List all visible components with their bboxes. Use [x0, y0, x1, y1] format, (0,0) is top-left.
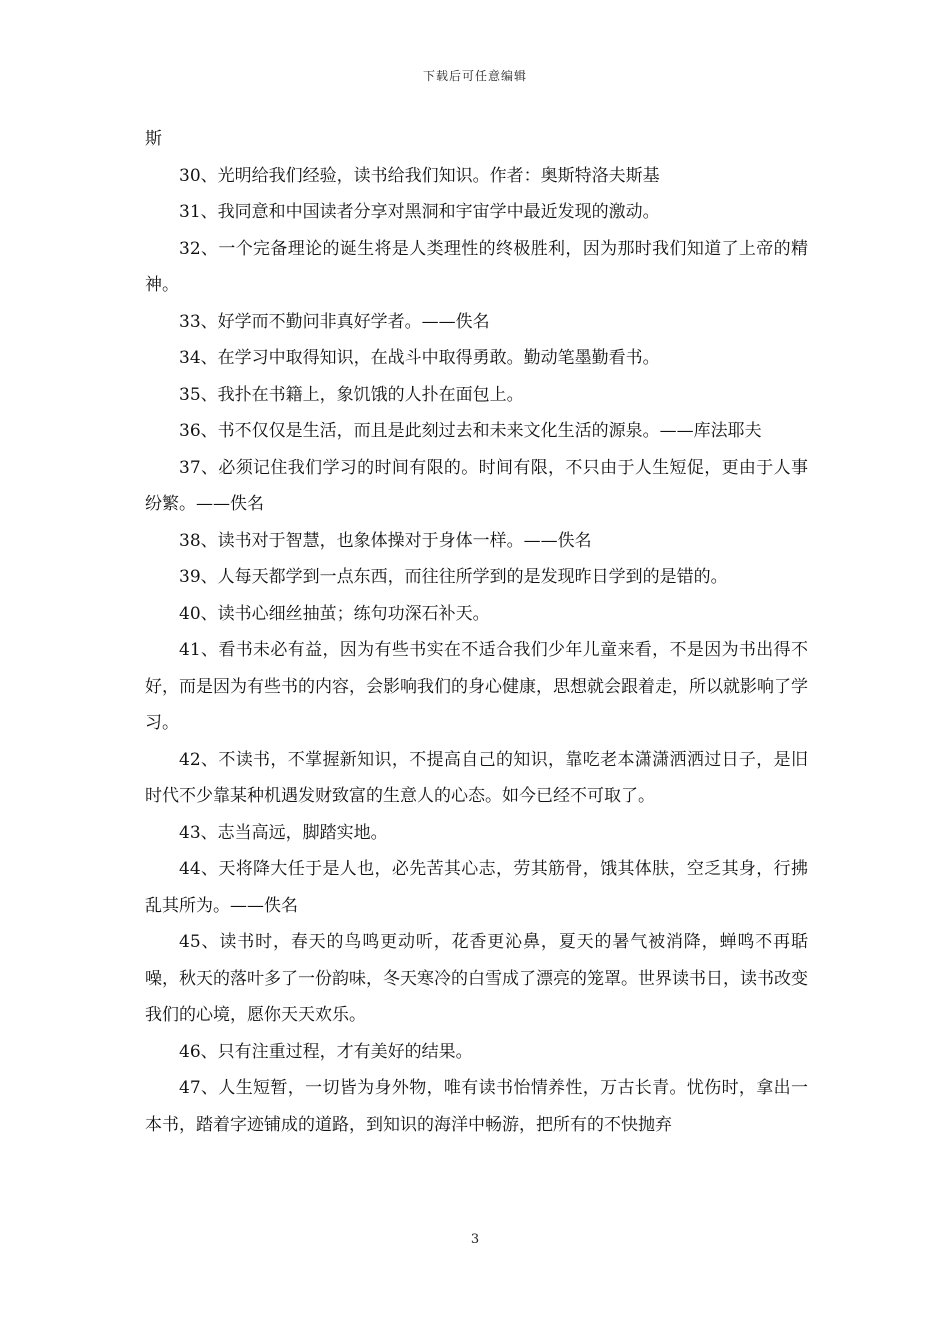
paragraph: 45、读书时，春天的鸟鸣更动听，花香更沁鼻，夏天的暑气被消降，蝉鸣不再聒噪，秋天的落叶多了一份韵味，冬天寒冷的白雪成了漂亮的笼罩。世界读书日，读书改变我们的心境，愿你天天欢乐。: [145, 932, 808, 1025]
page-header: 下载后可任意编辑: [422, 69, 527, 83]
paragraph: 47、人生短暂，一切皆为身外物，唯有读书怡情养性，万古长青。忧伤时，拿出一本书，踏着字迹铺成的道路，到知识的海洋中畅游，把所有的不快抛弃: [145, 1078, 808, 1135]
paragraph: 38、读书对于智慧，也象体操对于身体一样。——佚名: [179, 530, 592, 551]
paragraph: 斯: [145, 129, 162, 149]
paragraph: 30、光明给我们经验，读书给我们知识。作者：奥斯特洛夫斯基: [179, 165, 660, 186]
paragraph: 46、只有注重过程，才有美好的结果。: [179, 1041, 473, 1062]
page-number: 3: [470, 1232, 480, 1247]
paragraph: 35、我扑在书籍上，象饥饿的人扑在面包上。: [179, 384, 524, 405]
paragraph: 39、人每天都学到一点东西，而往往所学到的是发现昨日学到的是错的。: [179, 567, 728, 587]
paragraph: 33、好学而不勤问非真好学者。——佚名: [179, 311, 490, 332]
paragraph: 41、看书未必有益，因为有些书实在不适合我们少年儿童来看，不是因为书出得不好，而是因为有些书的内容，会影响我们的身心健康，思想就会跟着走，所以就影响了学习。: [145, 640, 808, 733]
paragraph: 37、必须记住我们学习的时间有限的。时间有限，不只由于人生短促，更由于人事纷繁。——佚名: [145, 457, 808, 514]
paragraph: 31、我同意和中国读者分享对黑洞和宇宙学中最近发现的激动。: [179, 202, 660, 222]
paragraph: 44、天将降大任于是人也，必先苦其心志，劳其筋骨，饿其体肤，空乏其身，行拂乱其所为。——佚名: [145, 859, 808, 916]
document-body: [145, 121, 808, 1143]
paragraph: 40、读书心细丝抽茧；练句功深石补天。: [179, 603, 490, 624]
paragraph: 43、志当高远，脚踏实地。: [179, 822, 388, 843]
paragraph: 36、书不仅仅是生活，而且是此刻过去和未来文化生活的源泉。——库法耶夫: [179, 421, 762, 441]
paragraph: 34、在学习中取得知识，在战斗中取得勇敢。勤动笔墨勤看书。: [179, 348, 660, 368]
paragraph: 32、一个完备理论的诞生将是人类理性的终极胜利，因为那时我们知道了上帝的精神。: [145, 238, 808, 295]
paragraph: 42、不读书，不掌握新知识，不提高自己的知识，靠吃老本潇潇洒洒过日子，是旧时代不少靠某种机遇发财致富的生意人的心态。如今已经不可取了。: [145, 749, 808, 806]
